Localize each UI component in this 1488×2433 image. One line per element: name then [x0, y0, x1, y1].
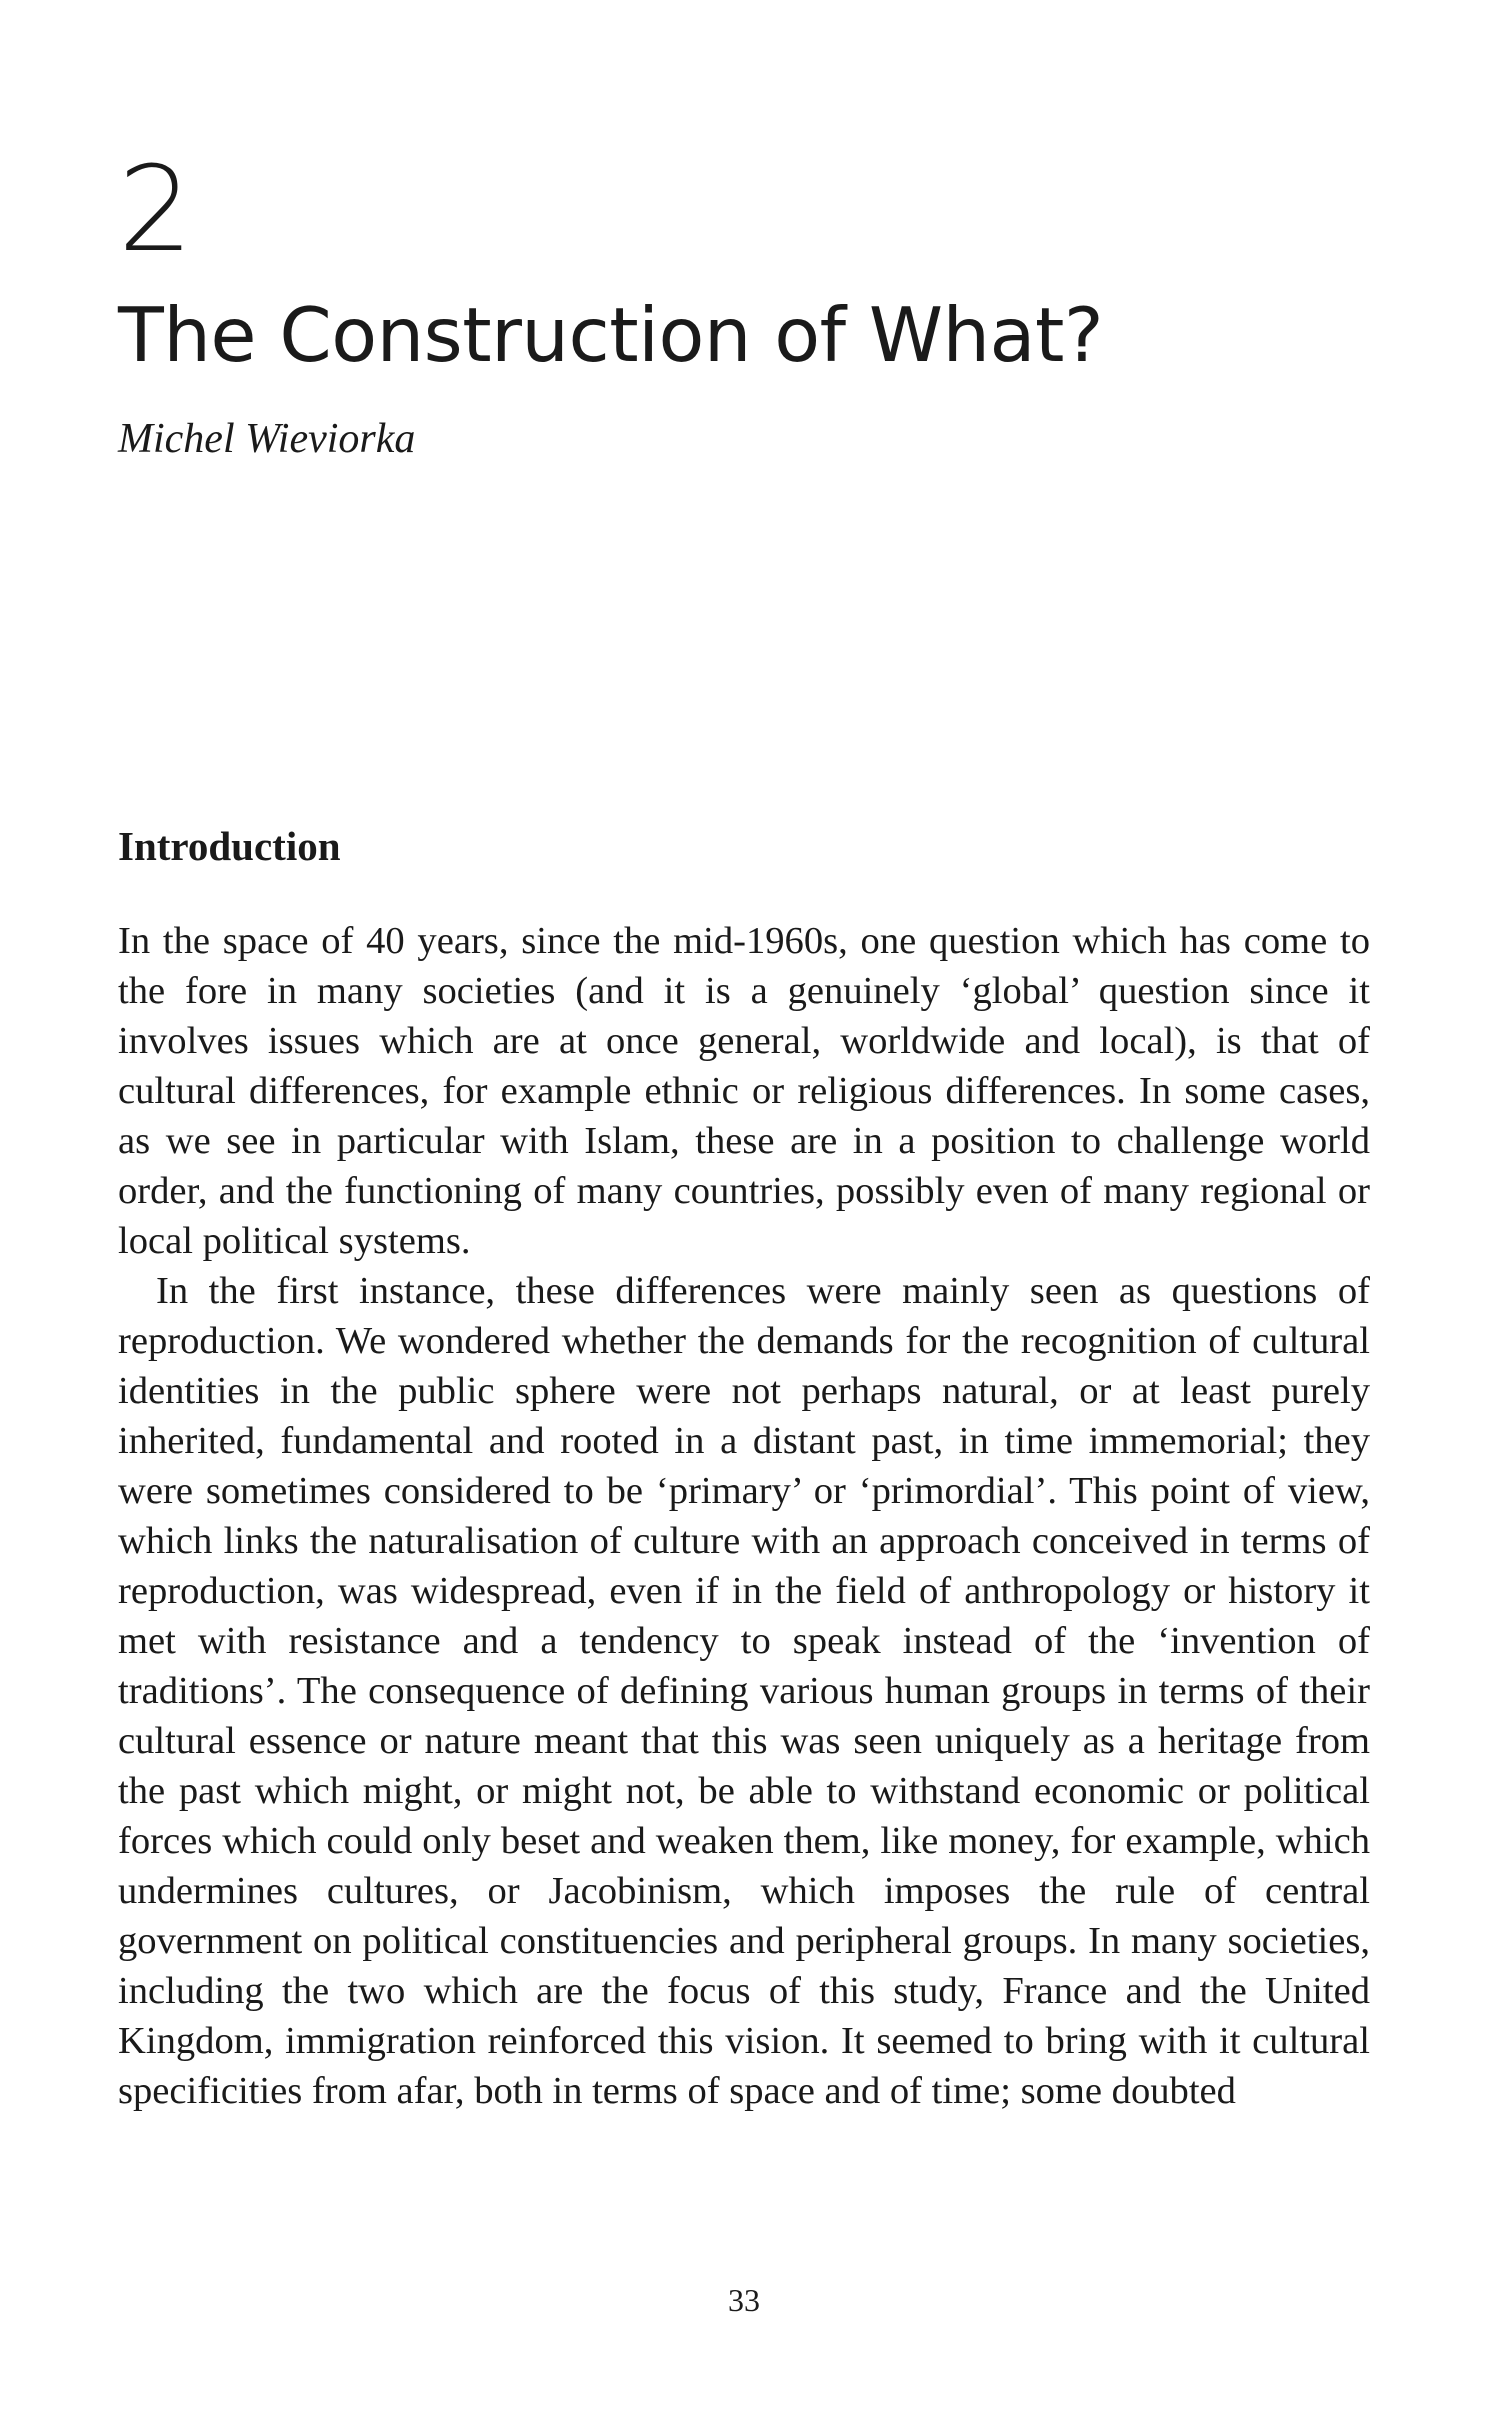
page-number: 33	[728, 2282, 760, 2318]
chapter-author: Michel Wieviorka	[118, 416, 416, 462]
paragraph: In the first instance, these differences were mainly seen as questions of reproduction. We wondered whether the demands for the recognition of cultural identities in the public sphere were not perhaps natural, or at least purely inherited, fundamental and rooted in a distant past, in time immemorial; they were sometimes considered to be ‘primary’ or ‘primordial’. This point of view, which links the naturalisation of culture with an approach conceived in terms of reproduction, was widespread, even if in the field of anthropology or history it met with resistance and a tendency to speak instead of the ‘invention of traditions’. The consequence of defining various human groups in terms of their cultural essence or nature meant that this was seen uniquely as a heritage from the past which might, or might not, be able to withstand economic or political forces which could only beset and weaken them, like money, for example, which undermines cultures, or Jacobinism, which imposes the rule of central government on political constituencies and peripheral groups. In many societies, including the two which are the focus of this study, France and the United Kingdom, immigration reinforced this vision. It seemed to bring with it cultural specificities from afar, both in terms of space and of time; some doubted	[118, 1270, 1370, 2112]
book-page	[118, 0, 1370, 2433]
section-heading: Introduction	[118, 823, 341, 869]
paragraph: In the space of 40 years, since the mid-1960s, one question which has come to the fore in many societies (and it is a genuinely ‘global’ question since it involves issues which are at once general, worldwide and local), is that of cultural differences, for example ethnic or religious differences. In some cases, as we see in particular with Islam, these are in a position to challenge world order, and the functioning of many countries, possibly even of many regional or local political systems.	[118, 920, 1370, 1262]
chapter-number: 2	[118, 140, 194, 278]
chapter-title: The Construction of What?	[118, 291, 1104, 379]
body-text	[118, 916, 1370, 2116]
